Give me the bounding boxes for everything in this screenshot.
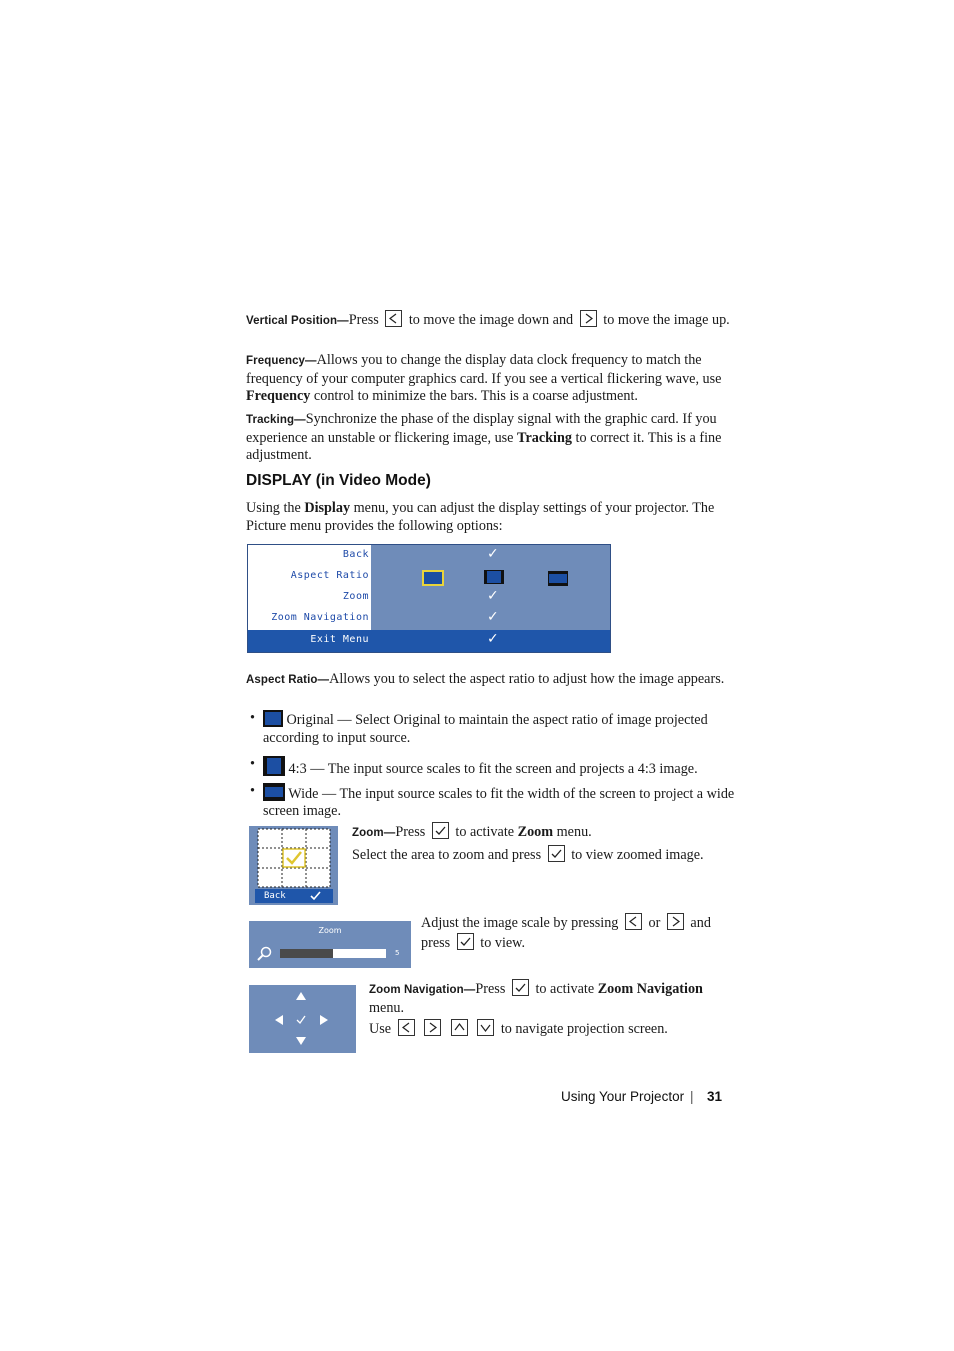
- left-arrow-key-icon: [625, 913, 642, 930]
- magnifier-icon: [256, 946, 274, 962]
- down-arrow-key-icon: [477, 1019, 494, 1036]
- enter-check-key-icon: [548, 845, 565, 862]
- enter-check-key-icon: [457, 933, 474, 950]
- osd-row-zoom-navigation: Zoom Navigation ✓: [271, 609, 499, 625]
- four-three-aspect-icon: [263, 756, 285, 776]
- vertical-position-paragraph: Vertical Position—Press to move the image down and to move the image up.: [246, 312, 730, 328]
- osd-row-back: Back ✓: [342, 546, 499, 562]
- right-arrow-key-icon: [580, 310, 597, 327]
- left-arrow-icon: [275, 1015, 283, 1025]
- aspect-ratio-term: Aspect Ratio—: [246, 674, 330, 686]
- zoom-scale-fill: [280, 949, 333, 958]
- original-aspect-icon: [422, 570, 444, 586]
- up-arrow-key-icon: [451, 1019, 468, 1036]
- right-arrow-key-icon: [667, 913, 684, 930]
- footer-section-title: Using Your Projector: [561, 1089, 685, 1104]
- osd-row-exit-menu: Exit Menu ✓: [248, 630, 610, 652]
- left-arrow-key-icon: [398, 1019, 415, 1036]
- check-icon: ✓: [487, 631, 499, 647]
- wide-aspect-icon: [263, 783, 285, 801]
- four-three-aspect-icon: [484, 570, 504, 584]
- frequency-term: Frequency—: [246, 355, 317, 367]
- tracking-paragraph: Tracking—Synchronize the phase of the display signal with the graphic card. If you experience an unstable or flickering image, use Tracking to correct it. This is a fine adjustment.: [246, 411, 722, 463]
- zoom-adjust-paragraph: Adjust the image scale by pressing or and press to view.: [421, 915, 711, 951]
- zoom-paragraph: Zoom—Press to activate Zoom menu.: [352, 824, 592, 840]
- section-heading: DISPLAY (in Video Mode): [246, 472, 431, 489]
- zoom-grid-back-label: Back: [264, 891, 286, 901]
- original-aspect-icon: [263, 710, 283, 727]
- up-arrow-icon: [296, 992, 306, 1000]
- zoom-grid-svg: [249, 826, 338, 905]
- page-number: 31: [707, 1089, 723, 1104]
- check-icon: [297, 1016, 305, 1023]
- footer-separator: |: [690, 1089, 694, 1104]
- display-osd-menu: [247, 544, 611, 653]
- zoom-scale-value: 5: [395, 949, 400, 957]
- frequency-paragraph: Frequency—Allows you to change the display data clock frequency to match the frequency of your computer graphics card. If you see a vertical flickering wave, use Frequency control to minimize the bars. This is a coarse adjustment.: [246, 352, 722, 404]
- osd-row-zoom: Zoom ✓: [342, 588, 499, 604]
- enter-check-key-icon: [432, 822, 449, 839]
- right-arrow-key-icon: [424, 1019, 441, 1036]
- aspect-ratio-paragraph: Aspect Ratio—Allows you to select the aspect ratio to adjust how the image appears.: [246, 671, 725, 687]
- list-item: • 4:3 — The input source scales to fit the screen and projects a 4:3 image.: [250, 756, 698, 777]
- right-arrow-icon: [320, 1015, 328, 1025]
- check-icon: ✓: [487, 588, 499, 604]
- zoom-navigation-image: [249, 985, 356, 1053]
- zoom-grid-image: [249, 826, 338, 905]
- zoom-select-paragraph: Select the area to zoom and press to view zoomed image.: [352, 847, 704, 863]
- display-intro-paragraph: Using the Display menu, you can adjust the display settings of your projector. The Picture menu provides the following options:: [246, 500, 715, 534]
- navigation-arrows-svg: [249, 985, 356, 1053]
- list-item: • Wide — The input source scales to fit the width of the screen to project a wide screen image.: [250, 782, 735, 819]
- aspect-ratio-bullets: [250, 710, 736, 821]
- wide-aspect-icon: [548, 571, 568, 586]
- osd-row-aspect-ratio: Aspect Ratio: [248, 566, 610, 587]
- zoom-scale-image: [249, 921, 411, 968]
- zoom-navigation-use-paragraph: Use to navigate projection screen.: [369, 1021, 668, 1037]
- list-item: • Original — Select Original to maintain the aspect ratio of image projected according to input source.: [250, 710, 708, 746]
- left-arrow-key-icon: [385, 310, 402, 327]
- zoom-term: Zoom—: [352, 827, 396, 839]
- zoom-scale-track: [280, 949, 386, 958]
- down-arrow-icon: [296, 1037, 306, 1045]
- enter-check-key-icon: [512, 979, 529, 996]
- zoom-navigation-paragraph: Zoom Navigation—Press to activate Zoom Navigation menu.: [369, 981, 703, 1016]
- check-icon: ✓: [487, 609, 499, 625]
- check-icon: ✓: [487, 546, 499, 562]
- vertical-position-term: Vertical Position—: [246, 315, 349, 327]
- zoom-navigation-term: Zoom Navigation—: [369, 984, 476, 996]
- zoom-scale-title: Zoom: [318, 926, 342, 935]
- tracking-term: Tracking—: [246, 414, 306, 426]
